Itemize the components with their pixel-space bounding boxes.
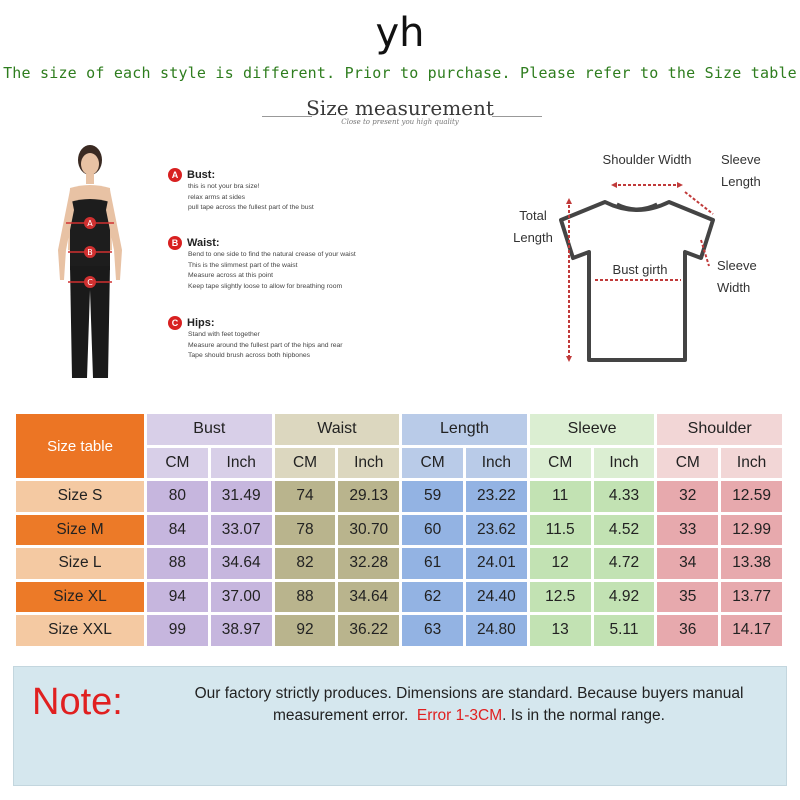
instruction-line: This is the slimmest part of the waist [188,261,298,269]
size-label: Size XXL [16,615,144,646]
instruction-bust [168,168,418,214]
size-cell: 33.07 [211,515,272,546]
woman-figure-illustration [40,140,140,380]
instruction-line: Keep tape slightly loose to allow for breathing room [188,282,343,290]
size-cell: 14.17 [721,615,782,646]
instruction-line: Bend to one side to find the natural crease of your waist [188,251,356,258]
unit-header: CM [657,448,718,479]
size-cell: 62 [402,582,463,613]
note-label: Note: [32,681,123,723]
size-cell: 12.59 [721,481,782,512]
size-cell: 11.5 [530,515,591,546]
size-cell: 38.97 [211,615,272,646]
size-cell: 4.33 [594,481,655,512]
size-cell: 23.22 [466,481,527,512]
size-cell: 12 [530,548,591,579]
column-group-length: Length [402,414,527,445]
size-notice: The size of each style is different. Prior to purchase. Please refer to the Size table [3,64,797,82]
size-cell: 24.80 [466,615,527,646]
label-sleeve-length-2: Length [721,174,761,189]
size-row [16,481,782,512]
unit-header: Inch [721,448,782,479]
size-row [16,548,782,579]
size-cell: 34.64 [211,548,272,579]
size-cell: 92 [275,615,336,646]
size-cell: 59 [402,481,463,512]
size-cell: 24.40 [466,582,527,613]
size-cell: 88 [147,548,208,579]
size-cell: 29.13 [338,481,399,512]
size-cell: 82 [275,548,336,579]
unit-header: Inch [211,448,272,479]
instruction-line: this is not your bra size! [188,183,260,190]
column-group-sleeve: Sleeve [530,414,655,445]
figure-label-c: C [87,278,93,287]
size-cell: 33 [657,515,718,546]
size-cell: 94 [147,582,208,613]
size-cell: 4.52 [594,515,655,546]
size-row [16,515,782,546]
brand-title: yh [375,10,425,56]
size-cell: 35 [657,582,718,613]
size-label: Size L [16,548,144,579]
size-cell: 34.64 [338,582,399,613]
label-shoulder-width: Shoulder Width [602,152,692,167]
label-total-length-2: Length [513,230,553,245]
size-measurement-title: Size measurement [306,96,494,120]
column-group-bust: Bust [147,414,272,445]
size-cell: 84 [147,515,208,546]
instruction-line: pull tape across the fullest part of the bust [188,204,314,211]
unit-header: CM [402,448,463,479]
instruction-line: Tape should brush across both hipbones [188,352,311,359]
unit-header: Inch [338,448,399,479]
size-row [16,615,782,646]
badge-c: C [168,316,182,330]
unit-header: Inch [466,448,527,479]
size-cell: 13 [530,615,591,646]
size-cell: 78 [275,515,336,546]
size-cell: 13.77 [721,582,782,613]
note-text [169,683,769,727]
unit-header: CM [275,448,336,479]
size-cell: 11 [530,481,591,512]
figure-label-b: B [87,248,93,257]
size-label: Size S [16,481,144,512]
size-cell: 60 [402,515,463,546]
size-label: Size XL [16,582,144,613]
note-error-range: Error 1-3CM [416,707,503,724]
size-cell: 63 [402,615,463,646]
size-cell: 80 [147,481,208,512]
note-line-2 [169,705,769,727]
label-sleeve-width-2: Width [717,280,751,295]
size-cell: 13.38 [721,548,782,579]
note-box [13,666,787,786]
note-line-2-start: measurement error. [273,707,409,724]
instruction-title: Waist: [187,237,220,249]
unit-header: CM [530,448,591,479]
label-sleeve-length: Sleeve [721,152,761,167]
instruction-line: relax arms at sides [188,193,246,201]
instruction-title: Hips: [187,317,215,329]
size-cell: 36 [657,615,718,646]
size-table-corner: Size table [16,414,144,478]
badge-b: B [168,236,182,250]
size-cell: 12.99 [721,515,782,546]
label-sleeve-width: Sleeve [717,258,757,273]
instruction-line: Stand with feet together [188,331,260,338]
badge-a: A [168,168,182,182]
unit-header: CM [147,448,208,479]
size-cell: 61 [402,548,463,579]
size-table [13,411,785,662]
size-cell: 4.72 [594,548,655,579]
instruction-title: Bust: [187,169,216,181]
size-cell: 99 [147,615,208,646]
unit-header: Inch [594,448,655,479]
instruction-hips [168,316,418,362]
size-cell: 30.70 [338,515,399,546]
note-line-1: Our factory strictly produces. Dimensions are standard. Because buyers manual [194,685,744,702]
size-cell: 5.11 [594,615,655,646]
size-cell: 31.49 [211,481,272,512]
size-cell: 74 [275,481,336,512]
tshirt-diagram [505,140,775,380]
label-bust-girth: Bust girth [612,262,668,277]
size-cell: 32 [657,481,718,512]
size-cell: 4.92 [594,582,655,613]
column-group-shoulder: Shoulder [657,414,782,445]
size-label: Size M [16,515,144,546]
size-cell: 32.28 [338,548,399,579]
size-cell: 88 [275,582,336,613]
column-group-waist: Waist [275,414,400,445]
size-cell: 23.62 [466,515,527,546]
instruction-waist [168,236,418,292]
size-cell: 12.5 [530,582,591,613]
note-line-2-end: . Is in the normal range. [502,707,665,724]
figure-label-a: A [87,219,93,228]
label-total-length: Total [519,208,547,223]
size-row [16,582,782,613]
size-cell: 24.01 [466,548,527,579]
size-cell: 36.22 [338,615,399,646]
size-cell: 34 [657,548,718,579]
instruction-line: Measure around the fullest part of the hips and rear [188,341,343,349]
instruction-line: Measure across at this point [188,272,274,279]
size-cell: 37.00 [211,582,272,613]
size-measurement-subtitle: Close to present you high quality [341,118,459,126]
